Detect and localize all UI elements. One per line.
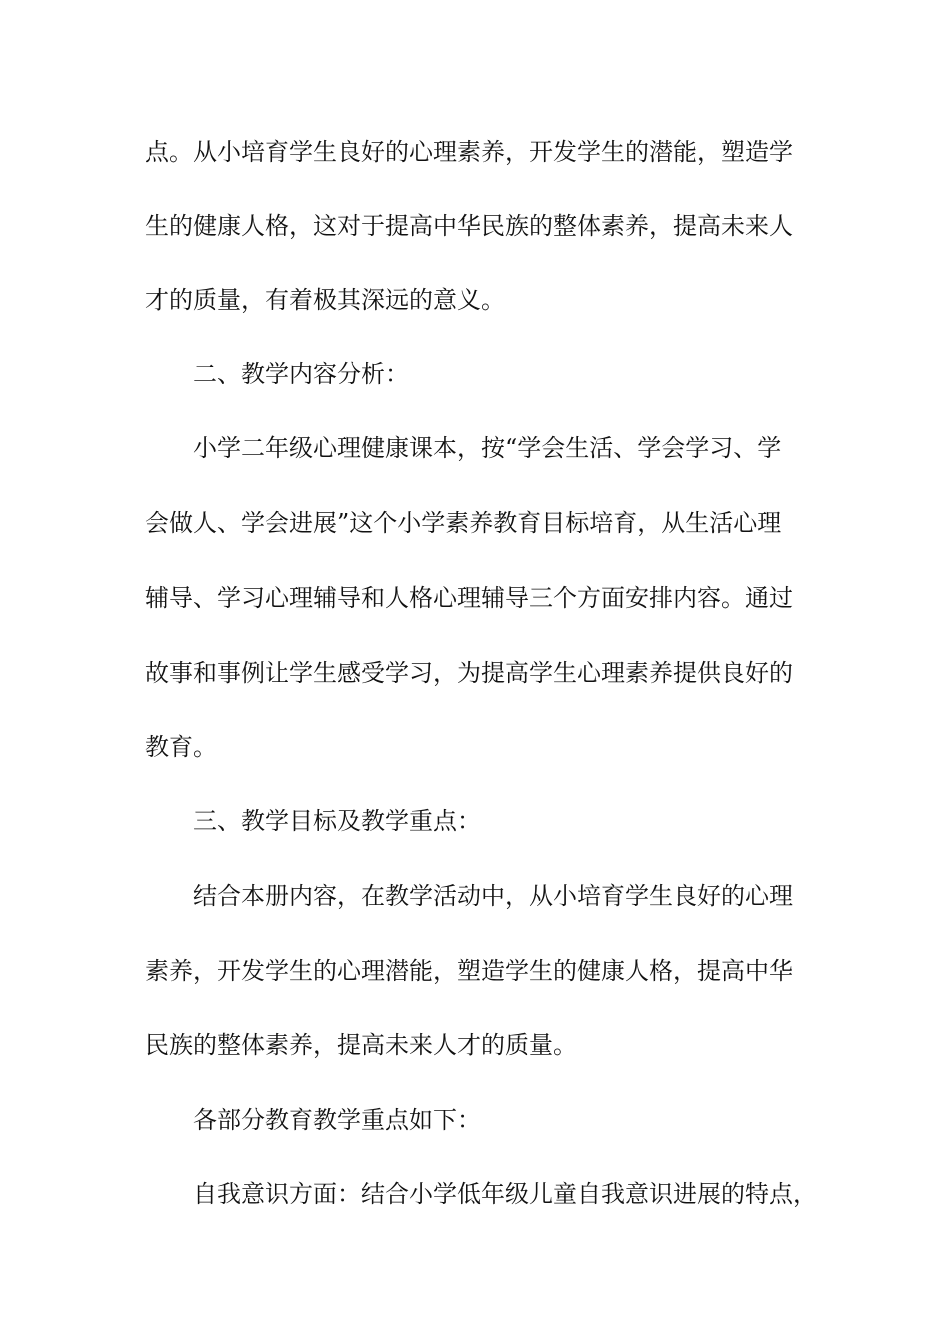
paragraph-line: 民族的整体素养，提高未来人才的质量。	[145, 1031, 577, 1059]
paragraph-line: 结合本册内容，在教学活动中，从小培育学生良好的心理	[193, 882, 793, 910]
paragraph-line: 才的质量，有着极其深远的意义。	[145, 286, 505, 314]
paragraph-line: 故事和事例让学生感受学习，为提高学生心理素养提供良好的	[145, 659, 793, 687]
paragraph-line: 教育。	[145, 733, 217, 761]
paragraph-line: 生的健康人格，这对于提高中华民族的整体素养，提高未来人	[145, 212, 793, 240]
section-heading: 二、教学内容分析：	[193, 360, 409, 388]
paragraph-line: 会做人、学会进展”这个小学素养教育目标培育，从生活心理	[145, 509, 782, 537]
paragraph-line: 点。从小培育学生良好的心理素养，开发学生的潜能，塑造学	[145, 138, 793, 166]
paragraph-line: 小学二年级心理健康课本，按“学会生活、学会学习、学	[193, 434, 782, 462]
paragraph-line: 素养，开发学生的心理潜能，塑造学生的健康人格，提高中华	[145, 957, 793, 985]
paragraph-line: 辅导、学习心理辅导和人格心理辅导三个方面安排内容。通过	[145, 584, 793, 612]
paragraph-line: 各部分教育教学重点如下：	[193, 1106, 481, 1134]
section-heading: 三、教学目标及教学重点：	[193, 807, 481, 835]
paragraph-line: 自我意识方面：结合小学低年级儿童自我意识进展的特点，	[193, 1180, 817, 1208]
